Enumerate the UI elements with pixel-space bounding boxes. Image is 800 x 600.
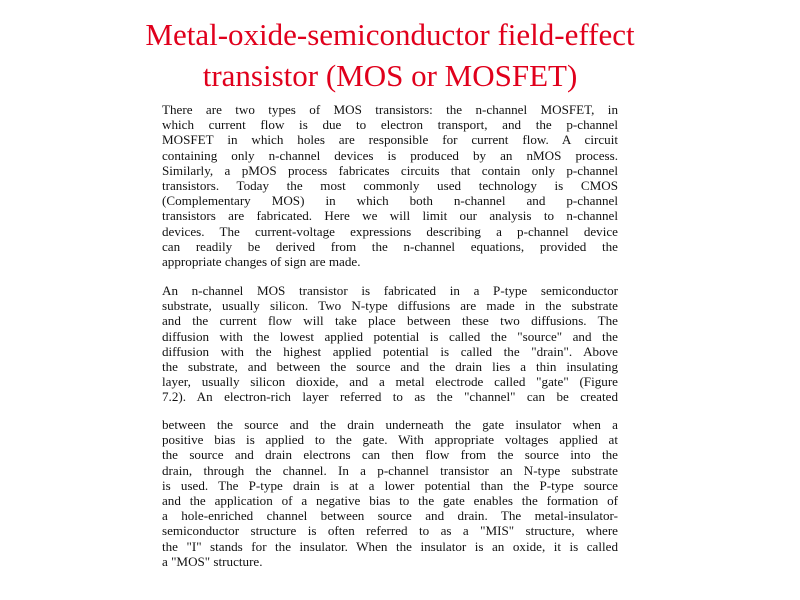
- text-line: is used. The P-type drain is at a lower potential than the P-type source: [162, 477, 618, 493]
- text-line: substrate, usually silicon. Two N-type diffusions are made in the substrate: [162, 298, 618, 314]
- text-line: diffusion with the lowest applied potential is called the "source" and the: [162, 328, 618, 344]
- paragraph-channel-formation: [162, 417, 618, 569]
- text-line: containing only n-channel devices is produced by an nMOS process.: [162, 147, 618, 163]
- slide-title-line-1: Metal-oxide-semiconductor field-effect: [145, 17, 635, 52]
- text-line: can readily be derived from the n-channel equations, provided the: [162, 238, 618, 254]
- text-line: semiconductor structure is often referred to as a "MIS" structure, where: [162, 523, 618, 539]
- text-line: drain, through the channel. In a p-channel transistor an N-type substrate: [162, 462, 618, 478]
- text-line: the substrate, and between the source and the drain lies a thin insulating: [162, 359, 618, 375]
- text-line: 7.2). An electron-rich layer referred to as the "channel" can be created: [162, 389, 618, 405]
- slide-title-line-2: transistor (MOS or MOSFET): [202, 58, 578, 93]
- text-line: layer, usually silicon dioxide, and a metal electrode called "gate" (Figure: [162, 374, 618, 390]
- paragraph-n-channel-fabrication: [162, 283, 618, 405]
- text-line: diffusion with the highest applied potential is called the "drain". Above: [162, 343, 618, 359]
- text-line: transistors are fabricated. Here we will limit our analysis to n-channel: [162, 208, 618, 224]
- text-line: appropriate changes of sign are made.: [162, 254, 361, 270]
- text-line: the "I" stands for the insulator. When the insulator is an oxide, it is called: [162, 538, 618, 554]
- text-line: and the application of a negative bias to the gate enables the formation of: [162, 493, 618, 509]
- paragraph-mos-types: [162, 102, 618, 269]
- text-line: Similarly, a pMOS process fabricates circuits that contain only p-channel: [162, 162, 618, 178]
- text-line: which current flow is due to electron transport, and the p-channel: [162, 117, 618, 133]
- text-line: devices. The current-voltage expressions describing a p-channel device: [162, 223, 618, 239]
- slide-title: [0, 14, 780, 96]
- text-line: There are two types of MOS transistors: the n-channel MOSFET, in: [162, 102, 618, 117]
- text-line: MOSFET in which holes are responsible for current flow. A circuit: [162, 132, 618, 148]
- text-line: positive bias is applied to the gate. With appropriate voltages applied at: [162, 432, 618, 448]
- text-line: a hole-enriched channel between source and drain. The metal-insulator-: [162, 508, 618, 524]
- text-line: (Complementary MOS) in which both n-channel and p-channel: [162, 193, 618, 209]
- text-line: transistors. Today the most commonly used technology is CMOS: [162, 178, 618, 194]
- text-line: and the current flow will take place between these two diffusions. The: [162, 313, 618, 329]
- text-line: between the source and the drain underneath the gate insulator when a: [162, 417, 618, 432]
- text-line: a "MOS" structure.: [162, 553, 263, 569]
- text-line: the source and drain electrons can then flow from the source into the: [162, 447, 618, 463]
- text-line: An n-channel MOS transistor is fabricated in a P-type semiconductor: [162, 283, 618, 298]
